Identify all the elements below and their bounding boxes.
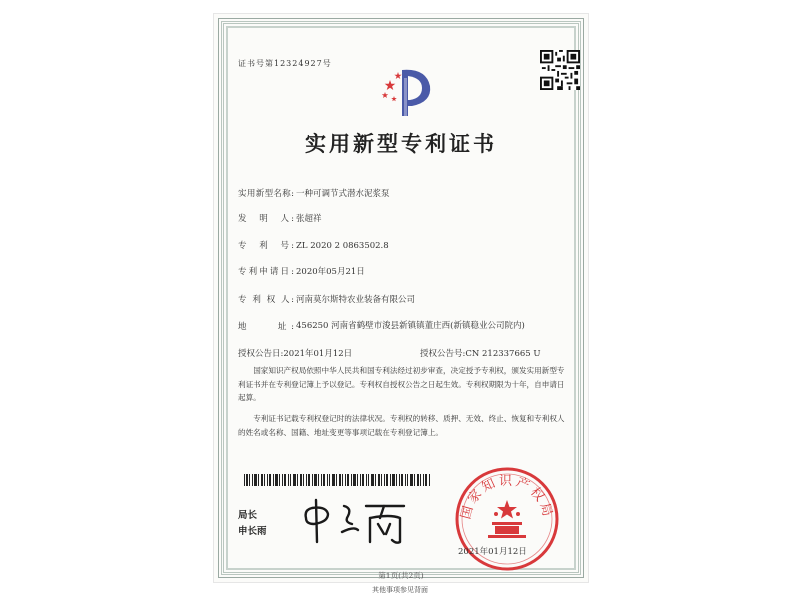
handwritten-signature bbox=[300, 496, 412, 548]
field-label: 专 利 权 人: bbox=[238, 295, 294, 305]
field-patentee bbox=[238, 293, 415, 305]
legal-status-paragraph: 专利证书记载专利权登记时的法律状况。专利权的转移、质押、无效、终止、恢复和专利权人的姓名或名称、国籍、地址变更等事项记载在专利登记簿上。 bbox=[238, 414, 565, 437]
official-seal-icon bbox=[452, 464, 562, 574]
field-value: CN 212337665 U bbox=[465, 349, 541, 359]
page-number: 第1页(共2页) bbox=[378, 571, 424, 580]
signatory-title: 局长 bbox=[238, 510, 258, 521]
field-value: 一种可调节式潜水泥浆泵 bbox=[296, 189, 390, 199]
field-address-value: 456250 河南省鹤壁市浚县新镇镇董庄西(新镇稳业公司院内) bbox=[296, 321, 525, 331]
field-label: 专利申请日: bbox=[238, 267, 294, 277]
field-patent-number bbox=[238, 239, 389, 251]
field-label: 授权公告号: bbox=[420, 349, 466, 359]
field-inventor bbox=[238, 212, 322, 224]
field-value: 2021年01月12日 bbox=[283, 349, 353, 359]
field-value: 2020年05月21日 bbox=[296, 267, 365, 277]
field-value: 河南莫尔斯特农业装备有限公司 bbox=[296, 295, 416, 305]
qr-code-icon bbox=[540, 50, 580, 90]
footer-note: 其他事项参见背面 bbox=[372, 586, 428, 594]
field-label: 实用新型名称: bbox=[238, 189, 294, 199]
field-grant-date bbox=[238, 347, 352, 359]
certificate-sheet bbox=[214, 14, 588, 582]
field-label: 发 明 人: bbox=[238, 214, 294, 224]
patent-office-emblem-icon bbox=[378, 62, 438, 118]
seal-date: 2021年01月12日 bbox=[458, 547, 527, 557]
grant-statement-paragraph: 国家知识产权局依照中华人民共和国专利法经过初步审查，决定授予专利权，颁发实用新型专利证书并在专利登记簿上予以登记。专利权自授权公告之日起生效。专利权期限为十年，自申请日起算。 bbox=[238, 366, 565, 402]
barcode-icon bbox=[244, 474, 430, 486]
certificate-number: 证书号第12324927号 bbox=[238, 59, 332, 68]
field-publication-number bbox=[420, 347, 541, 359]
field-label: 授权公告日: bbox=[238, 349, 284, 359]
seal-text: 国家知识产权局 bbox=[458, 474, 556, 521]
field-value: ZL 2020 2 0863502.8 bbox=[296, 241, 389, 251]
field-value: 张超祥 bbox=[296, 214, 322, 224]
field-address-label bbox=[238, 320, 296, 332]
field-label: 专 利 号: bbox=[238, 241, 294, 251]
field-utility-model-name bbox=[238, 187, 390, 199]
field-application-date bbox=[238, 265, 365, 277]
signatory-name: 申长雨 bbox=[238, 526, 267, 537]
certificate-title: 实用新型专利证书 bbox=[305, 131, 497, 156]
field-label: 地 址: bbox=[238, 322, 294, 332]
